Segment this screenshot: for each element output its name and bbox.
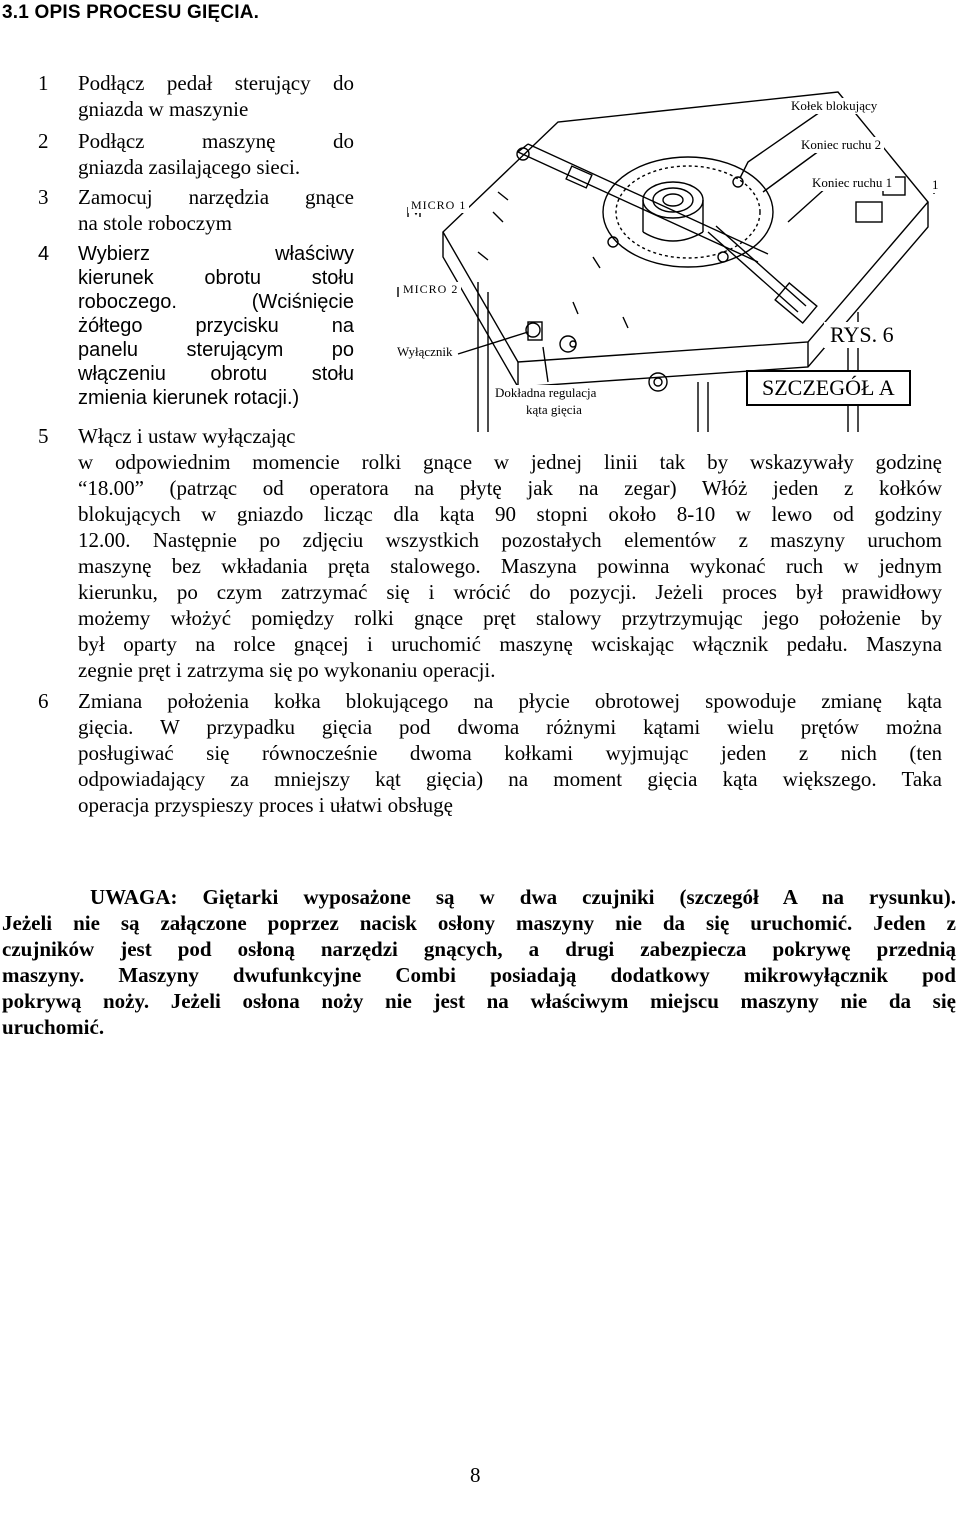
step-number: 2 (38, 129, 49, 153)
step-line: w odpowiednim momencie rolki gnące w jednej linii tak by wskazywały godzinę (78, 450, 942, 474)
edge-mark: 1 (932, 177, 939, 192)
step-line: żółtego przycisku na (78, 315, 354, 337)
step-5-body (78, 449, 942, 683)
step-line: 12.00. Następnie po zdjęciu wszystkich pozostałych elementów z maszyny uruchom (78, 528, 942, 552)
step-line: Włącz i ustaw wyłączając (78, 424, 296, 448)
callout-locking-pin: Kołek blokujący (788, 98, 880, 114)
label-micro-1: MICRO 1 (408, 198, 469, 213)
warning-line: uruchomić. (2, 1015, 105, 1039)
section-heading: 3.1 OPIS PROCESU GIĘCIA. (2, 2, 260, 23)
step-line: blokujących w gniazdo licząc dla kąta 90 stopni około 8-10 w lewo od godziny (78, 502, 942, 526)
step-line: roboczego. (Wciśnięcie (78, 291, 354, 313)
step-line: możemy włożyć pomiędzy rolki gnące pręt stalowy przytrzymując jego położenie by (78, 606, 942, 630)
step-line: gniazda zasilającego sieci. (78, 155, 301, 179)
step-line: Podłącz pedał sterujący do (78, 71, 354, 95)
page-number: 8 (470, 1463, 481, 1487)
step-line: odpowiadający za mniejszy kąt gięcia) na moment gięcia kąta większego. Taka (78, 767, 942, 791)
callout-end-of-travel-1: Koniec ruchu 1 (809, 175, 895, 191)
step-line: “18.00” (patrząc od operatora na płytę jak na zegar) Włóż jeden z kołków (78, 476, 942, 500)
step-line: Zamocuj narzędzia gnące (78, 185, 354, 209)
step-line: zmienia kierunek rotacji.) (78, 387, 300, 409)
warning-line: pokrywą noży. Jeżeli osłona noży nie jest na właściwym miejscu maszyny nie da się (2, 989, 956, 1013)
step-number: 5 (38, 424, 49, 448)
warning-line: czujników jest pod osłoną narzędzi gnących, a drugi zabezpiecza pokrywę przednią (2, 937, 956, 961)
figure-number: RYS. 6 (824, 322, 900, 348)
callout-fine-adjust-line2: kąta gięcia (523, 402, 585, 418)
warning-note (2, 884, 956, 1040)
step-line: Wybierz właściwy (78, 243, 354, 265)
warning-line: Jeżeli nie są załączone poprzez nacisk osłony maszyny nie da się uruchomić. Jeden z (2, 911, 956, 935)
step-line: był oparty na rolce gnącej i uruchomić maszynę wciskając włącznik pedału. Maszyna (78, 632, 942, 656)
step-line: gięcia. W przypadku gięcia pod dwoma różnymi kątami wielu prętów można (78, 715, 942, 739)
warning-line: UWAGA: Giętarki wyposażone są w dwa czujniki (szczegół A na rysunku). (90, 885, 956, 909)
step-line: Zmiana położenia kołka blokującego na płycie obrotowej spowoduje zmianę kąta (78, 689, 942, 713)
step-line: Podłącz maszynę do (78, 129, 354, 153)
step-line: posługiwać się równocześnie dwoma kołkami wyjmując jeden z nich (ten (78, 741, 942, 765)
step-number: 1 (38, 71, 49, 95)
callout-end-of-travel-2: Koniec ruchu 2 (798, 137, 884, 153)
step-line: na stole roboczym (78, 211, 232, 235)
callout-fine-adjust-line1: Dokładna regulacja (492, 385, 599, 401)
machine-figure (368, 82, 944, 432)
step-line: gniazda w maszynie (78, 97, 249, 121)
label-micro-2: MICRO 2 (400, 282, 461, 297)
step-5-head (38, 423, 295, 449)
step-line: maszynę bez wkładania pręta stalowego. Maszyna powinna wykonać ruch w jednym (78, 554, 942, 578)
step-line: zegnie pręt i zatrzyma się po wykonaniu operacji. (78, 658, 496, 682)
step-number: 4 (38, 243, 50, 265)
callout-switch: Wyłącznik (394, 344, 456, 360)
step-number: 3 (38, 185, 49, 209)
step-number: 6 (38, 689, 49, 713)
step-line: kierunku, po czym zatrzymać się i wrócić do pozycji. Jeżeli proces był prawidłowy (78, 580, 942, 604)
warning-line: maszyny. Maszyny dwufunkcyjne Combi posiadają dodatkowy mikrowyłącznik pod (2, 963, 956, 987)
step-line: panelu sterującym po (78, 339, 354, 361)
step-line: włączeniu obrotu stołu (78, 363, 354, 385)
step-line: kierunek obrotu stołu (78, 267, 354, 289)
step-line: operacja przyspieszy proces i ułatwi obsługę (78, 793, 453, 817)
detail-a-box: SZCZEGÓŁ A (746, 370, 911, 406)
